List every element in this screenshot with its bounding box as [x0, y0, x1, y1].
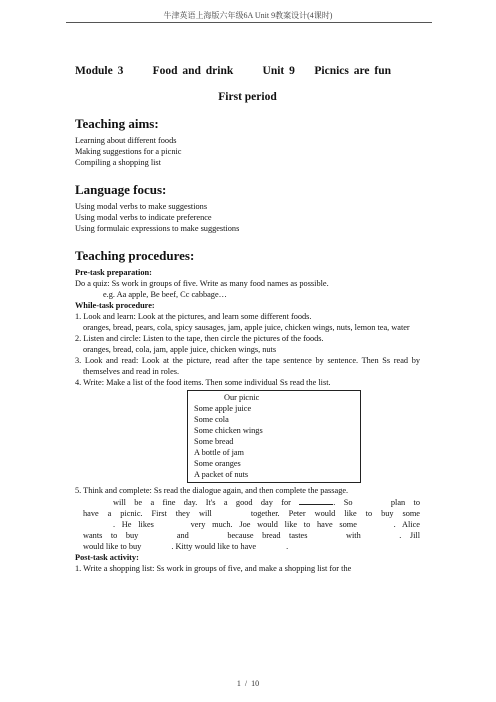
passage-line-5: would like to buy . Kitty would like to have .	[83, 542, 289, 551]
picnic-list-item: A bottle of jam	[194, 448, 245, 457]
passage-line-3: . He likes very much. Joe would like to have some . Alice	[113, 520, 420, 529]
header-rule	[66, 22, 432, 23]
picnic-list-item: Some oranges	[194, 459, 241, 468]
focus-item: Using formulaic expressions to make suggestions	[75, 224, 240, 233]
while-step-4: 4. Write: Make a list of the food items. Then some individual Ss read the list.	[75, 378, 331, 387]
picnic-list-item: Some cola	[194, 415, 229, 424]
picnic-list-title: Our picnic	[224, 393, 260, 402]
focus-item: Using modal verbs to make suggestions	[75, 202, 208, 211]
aim-item: Making suggestions for a picnic	[75, 147, 182, 156]
aim-item: Compiling a shopping list	[75, 158, 161, 167]
fill-in-passage	[75, 496, 420, 552]
period-title: First period	[218, 91, 277, 103]
passage-line-1: will be a fine day. It's a good day for . So plan to	[113, 498, 421, 507]
pre-task-heading: Pre-task preparation:	[75, 268, 152, 277]
module-title: Module 3 Food and drink Unit 9 Picnics are fun	[75, 65, 391, 77]
teaching-aims-heading: Teaching aims:	[75, 116, 159, 131]
while-step-5: 5. Think and complete: Ss read the dialogue again, and then complete the passage.	[75, 486, 349, 495]
aim-item: Learning about different foods	[75, 136, 177, 145]
picnic-list-item: A packet of nuts	[194, 470, 249, 479]
language-focus-heading: Language focus:	[75, 182, 167, 197]
while-step-3: 3. Look and read: Look at the picture, read after the tape sentence by sentence. Then Ss read by themselves and read in roles.	[75, 356, 420, 376]
page-header: 牛津英语上海版六年级6A Unit 9教案设计(4课时)	[163, 11, 333, 20]
post-step-1: 1. Write a shopping list: Ss work in groups of five, and make a shopping list for the	[75, 564, 352, 573]
while-step-2: 2. Listen and circle: Listen to the tape, then circle the pictures of the foods.	[75, 334, 324, 343]
teaching-procedures-heading: Teaching procedures:	[75, 248, 195, 263]
page-number: 1 / 10	[236, 679, 260, 688]
post-task-heading: Post-task activity:	[75, 553, 139, 562]
picnic-list-item: Some apple juice	[194, 404, 252, 413]
while-task-heading: While-task procedure:	[75, 301, 155, 310]
passage-line-2: have a picnic. First they will together. Peter would like to buy some	[83, 509, 420, 518]
document-body	[75, 64, 420, 574]
picnic-list-item: Some chicken wings	[194, 426, 263, 435]
pre-task-line: Do a quiz: Ss work in groups of five. Write as many food names as possible.	[75, 279, 329, 288]
pre-task-example: e.g. Aa apple, Be beef, Cc cabbage…	[103, 290, 227, 299]
while-step-1: 1. Look and learn: Look at the pictures, and learn some different foods.	[75, 312, 312, 321]
focus-item: Using modal verbs to indicate preference	[75, 213, 212, 222]
picnic-list-item: Some bread	[194, 437, 234, 446]
while-step-2-detail: oranges, bread, cola, jam, apple juice, chicken wings, nuts	[83, 345, 277, 354]
answer-blank[interactable]	[299, 496, 333, 505]
passage-line-4: wants to buy and because bread tastes with . Jill	[83, 531, 420, 540]
picnic-list-box	[187, 390, 361, 483]
while-step-1-detail: oranges, bread, pears, cola, spicy sausages, jam, apple juice, chicken wings, nuts, lemon tea, water	[83, 323, 410, 332]
